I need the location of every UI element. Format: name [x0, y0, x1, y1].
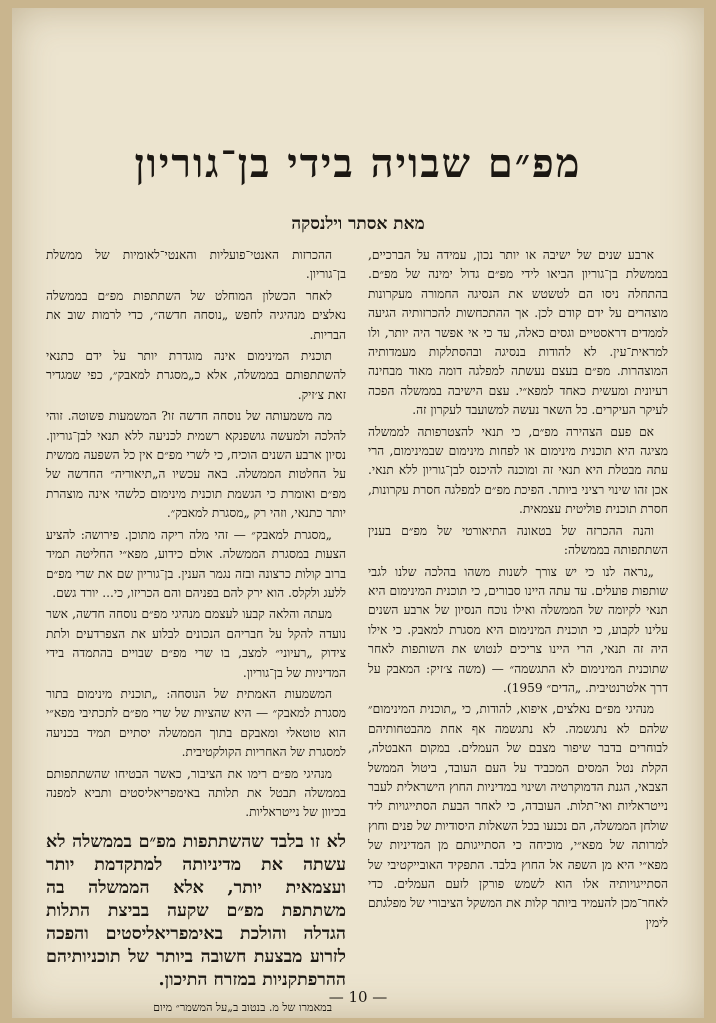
- paragraph: אם פעם הצהירה מפ״ם, כי תנאי להצטרפותה לממשלה מציגה היא תוכנית מינימום או לפחות מינימום שבמינימום, הרי עתה מבטלת היא תנאי זה ומוכנה להיכנס לבן־גוריון ללא תנאי. אכן זהו שינוי רציני ביותר. הפיכת מפ״ם למפלגה חסרת עקרונות, חסרת תוכנית פוליטית עצמאית.: [368, 424, 668, 517]
- quoted-paragraph: „נראה לנו כי יש צורך לשנות משהו בהלכה שלנו לגבי שותפות פועלים. עד עתה היינו סבורים, כי תוכנית המינימום היא תנאי לקיומה של הממשלה ואילו נוכח הנסיון של ארבע השנים עלינו לקבוע, כי תוכנית המינימום היא מסגרת למאבק. כי אילו היה זה תנאי, הרי היינו צריכים לנטוש את השותפות לאחר שתוכנית המינימום לא התגשמה״ — (משה צ׳זיק: המאבק על דרך אלטרנטיבית. „הדים״ 1959).: [368, 564, 668, 695]
- paragraph: תוכנית המינימום אינה מוגדרת יותר על ידם כתנאי להשתתפותם בממשלה, אלא כ„מסגרת למאבק״, כפי שמגדיר זאת צ׳זיק.: [46, 349, 346, 402]
- article-title: מפ״ם שבויה בידי בן־גוריון: [134, 140, 582, 187]
- article-column-left: [46, 246, 346, 1014]
- magazine-page: [12, 8, 704, 1018]
- paragraph: לאחר הכשלון המוחלט של השתתפות מפ״ם בממשלה נאלצים מנהיגיה לחפש „נוסחה חדשה״, כדי לרמות שוב את הבריות.: [46, 288, 346, 342]
- article-column-right: [368, 246, 668, 986]
- paragraph: ההכרזות האנטי־פועליות והאנטי־לאומיות של ממשלת בן־גוריון.: [46, 248, 346, 282]
- paragraph: „מסגרת למאבק״ — זהי מלה ריקה מתוכן. פירושה: להציע הצעות במסגרת הממשלה. אולם כידוע, מפא״י החליטה תמיד ברוב קולות כרצונה ובזה נגמר הענין. בן־גוריון שם את שרי מפ״ם ללעג ולקלס. הוא ירק להם בפניהם והם הכריזו, כי... יורד גשם.: [46, 527, 346, 600]
- paragraph: המשמעות האמתית של הנוסחה: „תוכנית מינימום בתור מסגרת למאבק״ — היא שהציות של שרי מפ״ם לתכתיבי מפא״י הוא טוטאלי ומאבקם בתוך הממשלה יסתיים תמיד בכניעה למסגרת של האחריות הקולקטיבית.: [46, 686, 346, 760]
- paragraph: מעתה והלאה קבעו לעצמם מנהיגי מפ״ם נוסחה חדשה, אשר נועדה להקל על חבריהם הנכונים לבלוע את הצפרדעים ולתת צידוק „רעיוני״ למצב, בו שרי מפ״ם שבויים בהתמדה בידי המדיניות של בן־גוריון.: [46, 607, 346, 680]
- source-note: במאמרו של מ. בנטוב ב„על המשמר״ מיום: [153, 1000, 332, 1014]
- paragraph: מנהיגי מפ״ם נאלצים, איפוא, להודות, כי „תוכנית המינימום״ שלהם לא נתגשמה. לא נתגשמה אף אחת מהבטחותיהם לבוחרים בדבר שיפור מצבם של העמלים. במקום האבטלה, הקלת נטל המסים המכביד על העם העובד, ביטול הממשל הצבאי, הגנת הדמוקרטיה ושינוי במדיניות החוץ הישראלית לעבר נייטראליות ואי־תלות. העובדה, כי לאחר הבעת הסתייגויות ליד שולחן הממשלה, הם נכנעו בכל השאלות היסודיות של פנים וחוץ למרותה של מפא״י, מוכיחה כי הסתייגותם מן המדיניות של מפא״י היא מן השפה אל החוץ בלבד. התפקיד האובייקטיבי של הסתייגויותיה אלו הוא לשמש פורקן לזעם העמלים. כדי לאחר־מכן להעמיד ביותר קלות את המשקל הציבורי של מפלגתם לימין: [368, 702, 668, 930]
- paragraph: מנהיגי מפ״ם רימו את הציבור, כאשר הבטיחו שהשתתפותם בממשלה תבטל את תלותה באימפריאליסטים ותביא למפנה בכיוון של נייטראליות.: [46, 766, 346, 820]
- paragraph: והנה ההכרזה של בטאונה התיאורטי של מפ״ם בענין השתתפותה בממשלה:: [368, 523, 668, 558]
- paragraph: ארבע שנים של ישיבה או יותר נכון, עמידה על הברכיים, בממשלת בן־גוריון הביאו לידי מפ״ם גדול ימינה של מפ״ם. בהתחלה ניסו הם לטשטש את הנסיגה החמורה מעקרונות מוצהרים על ידם קודם לכן. אך ההתכחשות להכרזותיה הגיעה לממדים דראסטיים וגסים כאלה, עד כי אי אפשר היה יותר, ולו למראית־עין. לא להודות בנסיגה ובהסתלקות מעמדותיה המוצהרות. מפ״ם בעצם נעשתה למפלגה דומה מאוד מבחינה רעיונית ומעשית כאחד למפא״י. עצם הישיבה בממשלה הפכה לעיקר העיקרים. כל השאר נעשה למשועבד לעקרון זה.: [368, 248, 668, 418]
- page-number: — 10 —: [328, 988, 388, 1006]
- article-byline: מאת אסתר וילנסקה: [291, 214, 425, 234]
- pull-quote: לא זו בלבד שהשתתפות מפ״ם בממשלה לא עשתה את מדיניותה למתקדמת יותר ועצמאית יותר, אלא הממשלה בה משתתפת מפ״ם שקעה בביצת התלות הגדלה והולכת באימפריאליסטים והפכה לזרוע מבצעת חשובה ביותר של תוכניותיהם ההרפתקניות במזרח התיכון.: [46, 831, 346, 990]
- paragraph: מה משמעותה של נוסחה חדשה זו? המשמעות פשוטה. זוהי להלכה ולמעשה גושפנקא רשמית לכניעה ללא תנאי לבן־גוריון. נסיון ארבע השנים הוכיח, כי לשרי מפ״ם אין כל השפעה ממשית על החלטות הממשלה. באה עכשיו ה„תיאוריה״ החדשה של מפ״ם ואומרת כי הגשמת תוכנית מינימום כלשהי אינה מוצהרת יותר כתנאי, וזהי רק „מסגרת למאבק״.: [46, 409, 346, 521]
